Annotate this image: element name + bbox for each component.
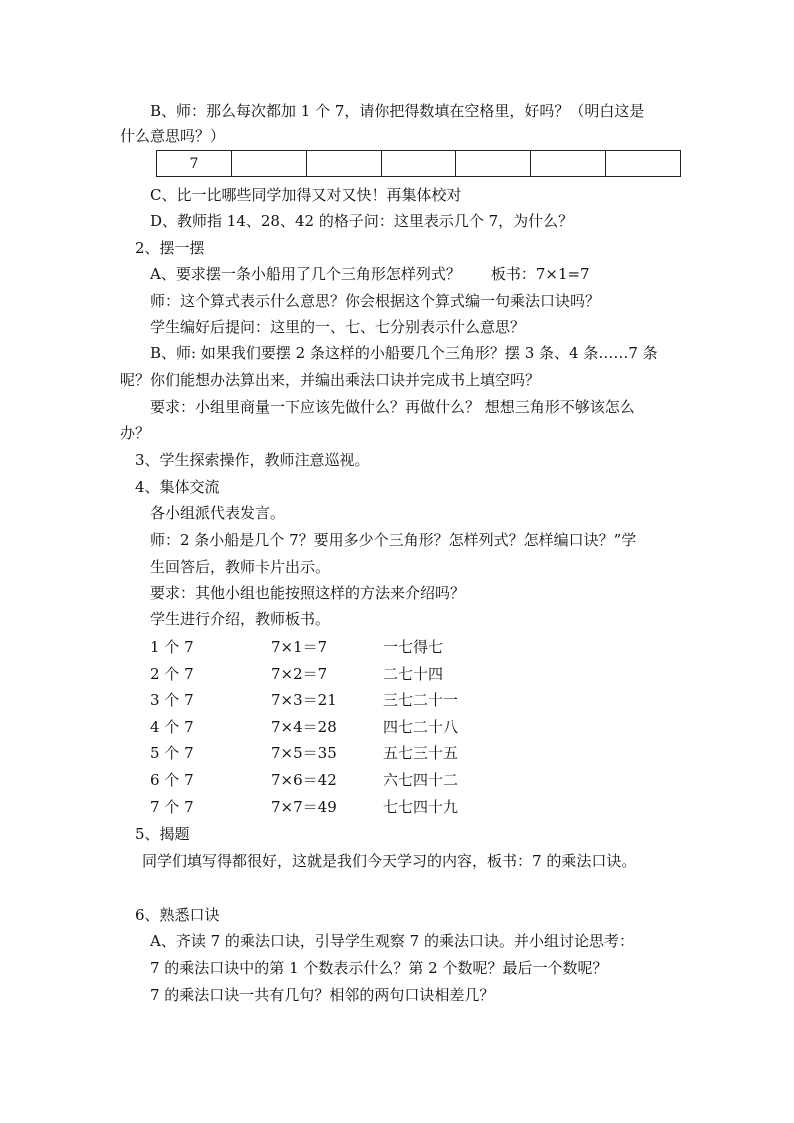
grid-cell bbox=[456, 151, 531, 176]
section-2-b: 师：这个算式表示什么意思？你会根据这个算式编一句乘法口诀吗？ bbox=[150, 292, 601, 310]
table-cell-rhyme: 一七得七 bbox=[383, 638, 444, 656]
table-cell-rhyme: 四七二十八 bbox=[383, 718, 459, 736]
paragraph-d: D、教师指 14、28、42 的格子问：这里表示几个 7，为什么？ bbox=[150, 212, 574, 230]
grid-cell bbox=[606, 151, 680, 176]
table-cell-equation: 7×4＝28 bbox=[271, 718, 337, 736]
fill-in-grid bbox=[156, 150, 681, 177]
table-row bbox=[150, 770, 490, 790]
table-cell-rhyme: 五七三十五 bbox=[383, 744, 459, 762]
grid-cell bbox=[232, 151, 307, 176]
table-cell-rhyme: 七七四十九 bbox=[383, 798, 459, 816]
table-row bbox=[150, 664, 490, 684]
table-cell-rhyme: 二七十四 bbox=[383, 665, 444, 683]
paragraph-b-line1: B、师：那么每次都加 1 个 7，请你把得数填在空格里，好吗？（明白这是 bbox=[150, 102, 645, 120]
section-4-heading: 4、集体交流 bbox=[135, 478, 220, 496]
section-2-d: B、师: 如果我们要摆 2 条这样的小船要几个三角形？摆 3 条、4 条……7 条 bbox=[150, 344, 658, 362]
grid-cell bbox=[307, 151, 382, 176]
section-2-e: 呢？你们能想办法算出来，并编出乘法口诀并完成书上填空吗？ bbox=[120, 371, 541, 389]
table-cell-equation: 7×2＝7 bbox=[271, 665, 328, 683]
table-row bbox=[150, 637, 490, 657]
table-cell-equation: 7×1＝7 bbox=[271, 638, 328, 656]
table-row bbox=[150, 717, 490, 737]
section-2-a: A、要求摆一条小船用了几个三角形怎样列式？ 板书：7×1=7 bbox=[150, 265, 590, 283]
table-row bbox=[150, 690, 490, 710]
table-cell-count: 3 个 7 bbox=[150, 691, 194, 709]
section-4-d: 要求：其他小组也能按照这样的方法来介绍吗？ bbox=[150, 584, 466, 602]
table-cell-count: 5 个 7 bbox=[150, 744, 194, 762]
section-4-b: 师：2 条小船是几个 7？要用多少个三角形？怎样列式？怎样编口诀？”学 bbox=[150, 531, 637, 549]
table-row bbox=[150, 797, 490, 817]
section-5-heading: 5、揭题 bbox=[135, 825, 190, 843]
section-4-a: 各小组派代表发言。 bbox=[150, 504, 286, 522]
paragraph-c: C、比一比哪些同学加得又对又快！再集体校对 bbox=[150, 186, 462, 204]
table-cell-rhyme: 六七四十二 bbox=[383, 771, 459, 789]
section-6-heading: 6、熟悉口诀 bbox=[135, 906, 220, 924]
table-cell-equation: 7×7＝49 bbox=[271, 798, 337, 816]
paragraph-b-line2: 什么意思吗？） bbox=[120, 127, 226, 145]
table-cell-equation: 7×6＝42 bbox=[271, 771, 337, 789]
section-2-heading: 2、摆一摆 bbox=[135, 239, 205, 257]
section-6-b: 7 的乘法口诀中的第 1 个数表示什么？第 2 个数呢？最后一个数呢？ bbox=[150, 959, 608, 977]
grid-cell bbox=[382, 151, 457, 176]
table-row bbox=[150, 743, 490, 763]
section-6-a: A、齐读 7 的乘法口诀，引导学生观察 7 的乘法口诀。并小组讨论思考： bbox=[150, 932, 634, 950]
table-cell-count: 2 个 7 bbox=[150, 665, 194, 683]
table-cell-count: 4 个 7 bbox=[150, 718, 194, 736]
section-4-e: 学生进行介绍，教师板书。 bbox=[150, 610, 331, 628]
table-cell-equation: 7×5＝35 bbox=[271, 744, 337, 762]
section-2-g: 办？ bbox=[120, 424, 151, 442]
grid-cell: 7 bbox=[157, 151, 232, 176]
table-cell-equation: 7×3＝21 bbox=[271, 691, 337, 709]
section-4-c: 生回答后，教师卡片出示。 bbox=[150, 558, 331, 576]
grid-cell bbox=[531, 151, 606, 176]
section-6-c: 7 的乘法口诀一共有几句？相邻的两句口诀相差几？ bbox=[150, 986, 495, 1004]
table-cell-count: 7 个 7 bbox=[150, 798, 194, 816]
table-cell-count: 6 个 7 bbox=[150, 771, 194, 789]
section-2-f: 要求：小组里商量一下应该先做什么？再做什么？ 想想三角形不够该怎么 bbox=[150, 398, 635, 416]
table-cell-count: 1 个 7 bbox=[150, 638, 194, 656]
section-3-heading: 3、学生探索操作，教师注意巡视。 bbox=[135, 451, 370, 469]
section-2-c: 学生编好后提问：这里的一、七、七分别表示什么意思？ bbox=[150, 318, 526, 336]
table-cell-rhyme: 三七二十一 bbox=[383, 691, 459, 709]
section-5-a: 同学们填写得都很好，这就是我们今天学习的内容，板书：7 的乘法口诀。 bbox=[142, 852, 637, 870]
